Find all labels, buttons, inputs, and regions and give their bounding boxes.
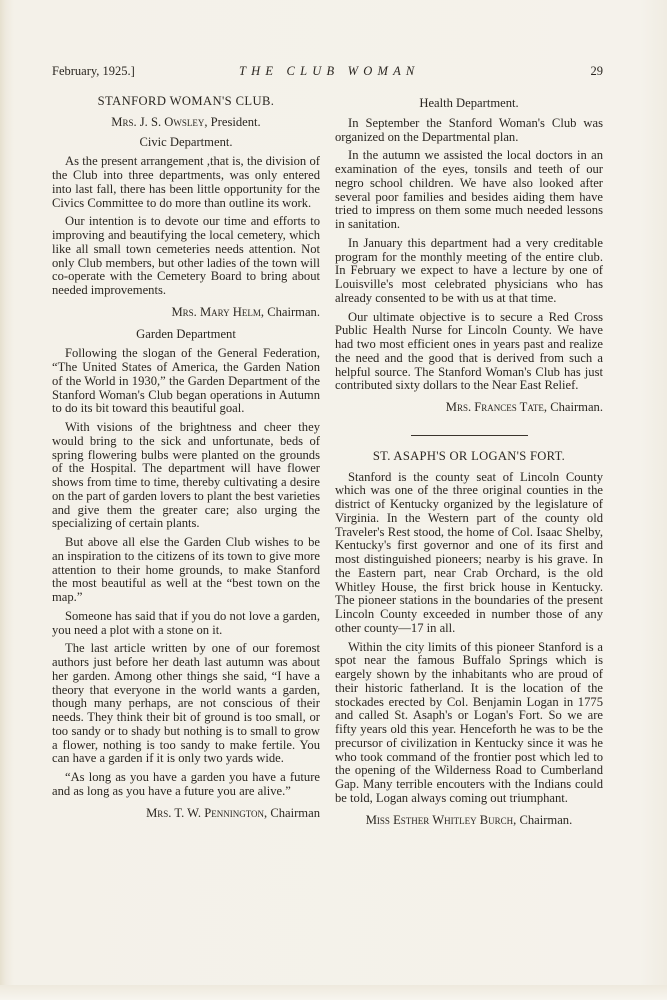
left-column [52, 95, 320, 828]
civic-signature [52, 306, 320, 320]
signature-name: Mrs. Mary Helm [171, 304, 261, 319]
garden-paragraph: With visions of the brightness and cheer they would bring to the sick and unfortunate, beds of spring flowering bulbs were planted on the grounds of the Hospital. The department will have flower shows from time to time, thereby cultivating a desire on the part of garden lovers to plant the best varieties and give them the greater care; also urging the specializing of certain plants. [52, 420, 320, 531]
running-head [52, 64, 603, 82]
garden-heading: Garden Department [136, 326, 236, 341]
fort-paragraph: Stanford is the county seat of Lincoln County which was one of the three original counties in the district of Kentucky organized by the legislature of Virginia. In the Western part of the county old Traveler's Rest stood, the home of Col. Isaac Shelby, Kentucky's first governor and one of its first and most distinguished pioneers; nearby is his grave. In the Eastern part, near Crab Orchard, is the old Whitley House, the first brick house in Kentucky. The pioneer stations in the boundaries of the present Lincoln County exceeded in number those of any other county—17 in all. [335, 469, 603, 635]
signature-role: , Chairman. [513, 812, 573, 827]
right-column [335, 95, 603, 835]
garden-paragraph: “As long as you have a garden you have a future and as long as you have a future you are alive.” [52, 770, 320, 798]
president-line [52, 116, 320, 130]
president-name: Mrs. J. S. Owsley [111, 114, 205, 129]
signature-role: , Chairman. [543, 400, 603, 414]
garden-paragraph: But above all else the Garden Club wishes to be an inspiration to the citizens of its town to give more attention to their home grounds, to make Stanford the most beautiful as well at the “best town on the map.” [52, 535, 320, 604]
garden-paragraph: Following the slogan of the General Federation, “The United States of America, the Garden Nation of the World in 1930,” the Garden Department of the Stanford Woman's Club began operations in Autumn to do its bit toward this beautiful goal. [52, 346, 320, 416]
civic-heading: Civic Department. [139, 134, 233, 149]
fort-title: ST. ASAPH'S OR LOGAN'S FORT. [372, 448, 566, 463]
fort-paragraph: Within the city limits of this pioneer Stanford is a spot near the famous Buffalo Springs which is eargely shown by the inhabitants who are proud of their historic fatherland. It is the location of the stockades erected by Col. Benjamin Logan in 1775 and called St. Asaph's or Logan's Fort. So we are fifty years old this year. Henceforth he was to be the precursor of civilization in Kentucky since it was he who took command of the frontier post which led to the opening of the Wilderness Road to Cumberland Gap. Many terrible encouters with the Indians could be told, Logan always coming out triumphant. [335, 639, 603, 805]
publication-title: THE CLUB WOMAN [239, 64, 420, 78]
signature-name: Mrs. Frances Tate [445, 400, 544, 414]
signature-name: Mrs. T. W. Pennington [146, 805, 265, 820]
fort-signature [335, 814, 603, 828]
health-heading: Health Department. [419, 96, 519, 110]
signature-role: , Chairman [264, 805, 320, 820]
civic-paragraph: As the present arrangement ,that is, the division of the Club into three departments, was only entered into last fall, there has been little opportunity for the Civics Committee to do more than outline its work. [52, 154, 320, 210]
health-paragraph: In September the Stanford Woman's Club was organized on the Departmental plan. [335, 115, 603, 144]
article-title: STANFORD WOMAN'S CLUB. [97, 94, 275, 108]
page-number: 29 [590, 64, 603, 78]
garden-paragraph: The last article written by one of our foremost authors just before her death last autumn was about her garden. Among other things she said, “I have a theory that everyone in the world wants a garden, though many perhaps, are not conscious of their needs. They think their bit of ground is too small, or too sandy or to shady but nothing is to small to grow a flower, nothing is too sandy to make fertile. You can have a garden if it is only two yards wide. [52, 641, 320, 766]
signature-name: Miss Esther Whitley Burch [365, 812, 514, 827]
civic-paragraph: Our intention is to devote our time and efforts to improving and beautifying the local cemetery, which like all small town cemeteries needs attention. Not only Club members, but other ladies of the town will co-operate with the Cemetery Board to bring about needed improvements. [52, 214, 320, 297]
garden-signature [52, 807, 320, 821]
section-divider [411, 435, 528, 436]
signature-role: , Chairman. [260, 304, 320, 319]
issue-date: February, 1925.] [52, 64, 135, 78]
health-paragraph: In January this department had a very creditable program for the monthly meeting of the entire club. In February we expect to have a lecture by one of Louisville's most celebrated physicians who has already consented to be with us at that time. [335, 235, 603, 305]
health-paragraph: In the autumn we assisted the local doctors in an examination of the eyes, tonsils and teeth of our negro school children. We have also looked after several poor families and besides aiding them have tried to impress on them some much needed lessons in sanitation. [335, 148, 603, 231]
health-signature [335, 401, 603, 415]
page-edge-shadow [0, 985, 667, 1000]
garden-paragraph: Someone has said that if you do not love a garden, you need a plot with a stone on it. [52, 608, 320, 637]
health-paragraph: Our ultimate objective is to secure a Red Cross Public Health Nurse for Lincoln County. We have had two most efficient ones in years past and realize the need and the good that is derived from such a helpful source. The Stanford Woman's Club has just contributed sixty dollars to the Near East Relief. [335, 309, 603, 393]
president-role: , President. [204, 114, 261, 129]
